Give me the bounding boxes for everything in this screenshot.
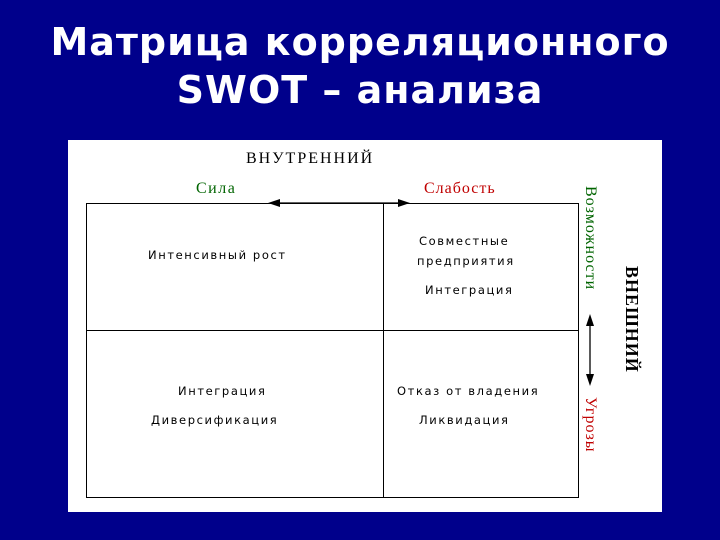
cell-wo-line-3: Интеграция (425, 283, 514, 297)
cell-st-line-1: Интеграция (178, 384, 267, 398)
weakness-label: Слабость (424, 180, 496, 197)
internal-label: ВНУТРЕННИЙ (246, 150, 375, 167)
grid-divider-vertical (383, 204, 384, 497)
slide-title (0, 18, 720, 114)
strength-label: Сила (196, 180, 237, 197)
cell-so-line-1: Интенсивный рост (148, 248, 287, 262)
external-label: ВНЕШНИЙ (622, 266, 642, 373)
matrix-grid (86, 203, 579, 498)
cell-wo-line-1: Совместные (419, 234, 510, 248)
grid-divider-horizontal (87, 330, 578, 331)
title-line-2: SWOT – анализа (176, 68, 544, 112)
opportunities-label: Возможности (582, 186, 599, 291)
cell-wt-line-2: Ликвидация (419, 413, 510, 427)
threats-label: Угрозы (582, 397, 599, 453)
title-line-1: Матрица корреляционного (50, 20, 670, 64)
vertical-arrow (586, 314, 594, 386)
cell-st-line-2: Диверсификация (151, 413, 279, 427)
cell-wo-line-2: предприятия (417, 254, 515, 268)
swot-matrix-panel (68, 140, 662, 512)
cell-wt-line-1: Отказ от владения (397, 384, 540, 398)
